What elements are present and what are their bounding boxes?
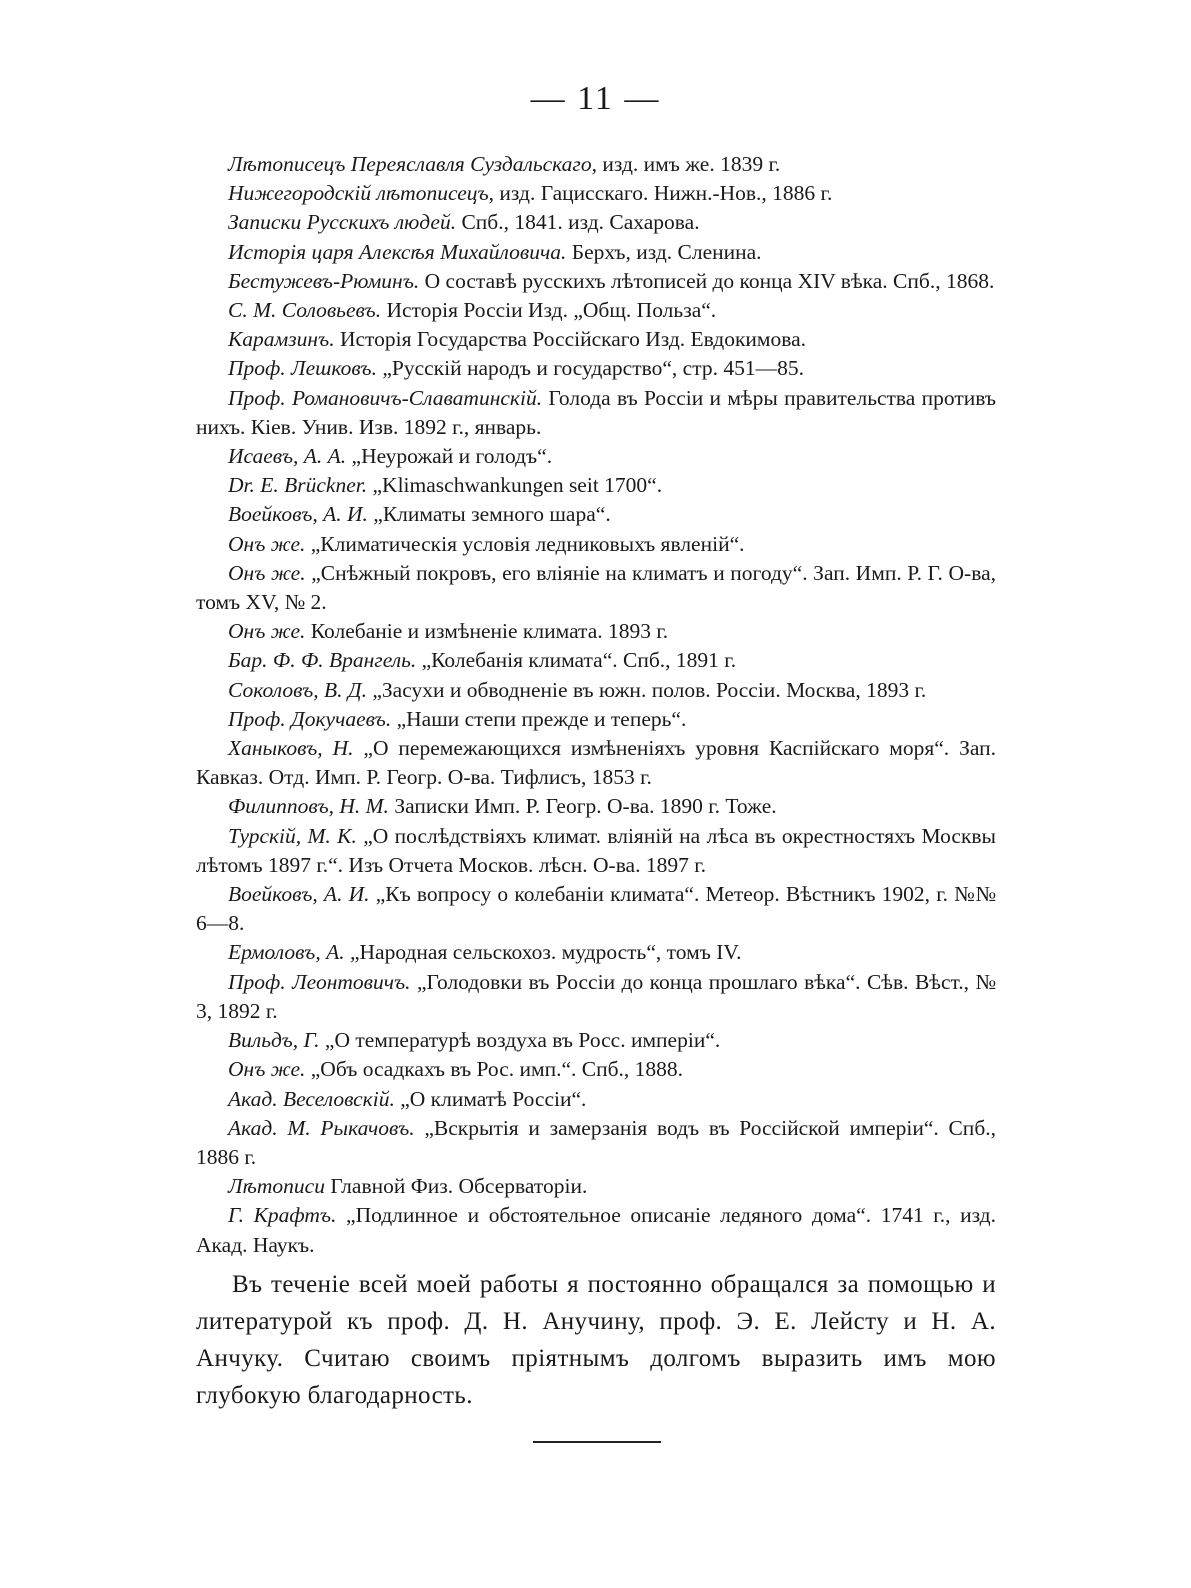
entry-author: Записки Русскихъ людей. (228, 210, 457, 235)
entry-author: Турскій, М. К. (228, 823, 357, 848)
entry-text: , изд. Гацисскаго. Нижн.-Нов., 1886 г. (488, 181, 833, 206)
bibliography-list (196, 150, 996, 1260)
bibliography-entry (196, 968, 996, 1026)
entry-author: Акад. М. Рыкачовъ. (228, 1115, 415, 1140)
entry-author: Онъ же. (228, 619, 306, 644)
entry-author: Лѣтописи (228, 1174, 325, 1199)
bibliography-entry (196, 559, 996, 617)
bibliography-entry (196, 267, 996, 296)
entry-text: Голода въ Россіи и мѣры правительства противъ нихъ. Кiев. Унив. Изв. 1892 г., январь. (196, 385, 996, 439)
bibliography-entry (196, 822, 996, 880)
entry-author: Проф. Докучаевъ. (228, 706, 392, 731)
entry-text: „Русскій народъ и государство“, стр. 451—85. (376, 356, 804, 381)
entry-text: „Klimaschwankungen seit 1700“. (367, 473, 663, 498)
entry-text: Исторія Государства Россійскаго Изд. Евдокимова. (334, 327, 807, 352)
entry-author: Филипповъ, Н. М. (228, 794, 389, 819)
bibliography-entry (196, 1201, 996, 1259)
bibliography-entry (196, 1055, 996, 1084)
entry-text: Записки Имп. Р. Геогр. О-ва. 1890 г. Тоже. (388, 794, 777, 819)
entry-text: „Колебанія климата“. Спб., 1891 г. (416, 648, 737, 673)
end-rule (533, 1441, 661, 1443)
entry-author: Проф. Лешковъ. (228, 356, 377, 381)
bibliography-entry (196, 442, 996, 471)
bibliography-entry (196, 734, 996, 792)
entry-text: О составѣ русскихъ лѣтописей до конца XIV вѣка. Спб., 1868. (419, 268, 995, 293)
entry-text: „Неурожай и голодъ“. (346, 444, 553, 469)
entry-text: „Народная сельскохоз. мудрость“, томъ IV. (344, 940, 742, 965)
entry-author: Бестужевъ-Рюминъ. (228, 268, 420, 293)
entry-author: Соколовъ, В. Д. (228, 677, 367, 702)
bibliography-entry (196, 676, 996, 705)
bibliography-entry (196, 150, 996, 179)
bibliography-entry (196, 238, 996, 267)
entry-author: Бар. Ф. Ф. Врангель. (228, 648, 417, 673)
entry-author: Исаевъ, А. А. (228, 444, 347, 469)
bibliography-entry (196, 296, 996, 325)
entry-author: С. М. Соловьевъ. (228, 298, 382, 323)
entry-author: Онъ же. (228, 1057, 306, 1082)
entry-author: Лѣтописецъ Переяславля Суздальскаго (228, 152, 592, 176)
bibliography-entry (196, 1026, 996, 1055)
entry-text: „О температурѣ воздуха въ Росс. имперіи“. (319, 1028, 721, 1053)
bibliography-entry (196, 1085, 996, 1114)
bibliography-entry (196, 471, 996, 500)
entry-text: „Снѣжный покровъ, его вліяніе на климатъ и погоду“. Зап. Имп. Р. Г. О-ва, томъ XV, № 2. (196, 560, 996, 615)
bibliography-entry (196, 705, 996, 734)
entry-author: Онъ же. (228, 560, 306, 585)
entry-author: Проф. Романовичъ-Славатинскій. (228, 385, 543, 410)
bibliography-entry (196, 384, 996, 442)
bibliography-entry (196, 938, 996, 967)
bibliography-entry (196, 208, 996, 237)
entry-text: „О послѣдствіяхъ климат. вліяній на лѣса въ окрестностяхъ Москвы лѣтомъ 1897 г.“. Изъ Отчета Москов. лѣсн. О-ва. 1897 г. (196, 823, 996, 877)
page-number: — 11 — (530, 80, 661, 117)
bibliography-entry (196, 617, 996, 646)
entry-text: Берхъ, изд. Сленина. (566, 239, 762, 264)
entry-author: Нижегородскій лѣтописецъ (228, 181, 489, 206)
entry-text: „Вскрытія и замерзанія водъ въ Россійской имперіи“. Спб., 1886 г. (196, 1115, 997, 1169)
closing-paragraph: Въ теченіе всей моей работы я постоянно обращался за помощью и литературой къ проф. Д. Н. Анучину, проф. Э. Е. Лейсту и Н. А. Анчуку. Считаю своимъ пріятнымъ долгомъ выразить имъ мою глубокую благодарность. (196, 1271, 996, 1409)
entry-text: „Климатическія условія ледниковыхъ явленій“. (305, 531, 745, 556)
entry-text: „Наши степи прежде и теперь“. (391, 706, 687, 731)
bibliography-entry (196, 325, 996, 354)
entry-text: „Климаты земного шара“. (367, 502, 611, 527)
entry-author: Воейковъ, А. И. (228, 502, 368, 527)
entry-author: Акад. Веселовскій. (228, 1086, 395, 1111)
entry-text: Исторія Россіи Изд. „Общ. Польза“. (381, 298, 717, 323)
bibliography-entry (196, 500, 996, 529)
bibliography-entry (196, 1114, 996, 1172)
entry-text: Колебаніе и измѣненіе климата. 1893 г. (305, 619, 669, 644)
entry-author: Проф. Леонтовичъ. (228, 969, 411, 994)
bibliography-entry (196, 530, 996, 559)
bibliography-entry (196, 792, 996, 821)
entry-text: „Подлинное и обстоятельное описаніе ледяного дома“. 1741 г., изд. Акад. Наукъ. (196, 1203, 996, 1257)
entry-text: , изд. имъ же. 1839 г. (591, 152, 781, 176)
entry-author: Ермоловъ, А. (228, 940, 345, 965)
entry-author: Вильдъ, Г. (228, 1028, 320, 1053)
bibliography-entry (196, 1172, 996, 1201)
entry-text: Главной Физ. Обсерваторіи. (324, 1174, 588, 1199)
entry-author: Онъ же. (228, 531, 306, 556)
entry-author: Воейковъ, А. И. (228, 882, 370, 907)
entry-text: „О климатѣ Россіи“. (394, 1086, 587, 1111)
entry-author: Исторія царя Алексѣя Михайловича. (228, 239, 567, 264)
entry-author: Dr. E. Brückner. (228, 473, 368, 498)
entry-text: „О перемежающихся измѣненіяхъ уровня Каспійскаго моря“. Зап. Кавказ. Отд. Имп. Р. Геогр. О-ва. Тифлисъ, 1853 г. (196, 736, 996, 790)
entry-text: „Голодовки въ Россіи до конца прошлаго вѣка“. Сѣв. Вѣст., № 3, 1892 г. (196, 969, 996, 1023)
entry-text: „Объ осадкахъ въ Рос. имп.“. Спб., 1888. (305, 1057, 684, 1082)
entry-text: Спб., 1841. изд. Сахарова. (456, 210, 700, 235)
entry-author: Г. Крафтъ. (228, 1203, 337, 1228)
entry-text: „Засухи и обводненіе въ южн. полов. Россіи. Москва, 1893 г. (366, 677, 927, 702)
entry-text: „Къ вопросу о колебаніи климата“. Метеор. Вѣстникъ 1902, г. №№ 6—8. (196, 882, 996, 936)
bibliography-entry (196, 880, 996, 938)
bibliography-entry (196, 646, 996, 675)
entry-author: Ханыковъ, Н. (228, 736, 354, 761)
bibliography-entry (196, 179, 996, 208)
entry-author: Карамзинъ. (228, 327, 335, 352)
bibliography-entry (196, 354, 996, 383)
